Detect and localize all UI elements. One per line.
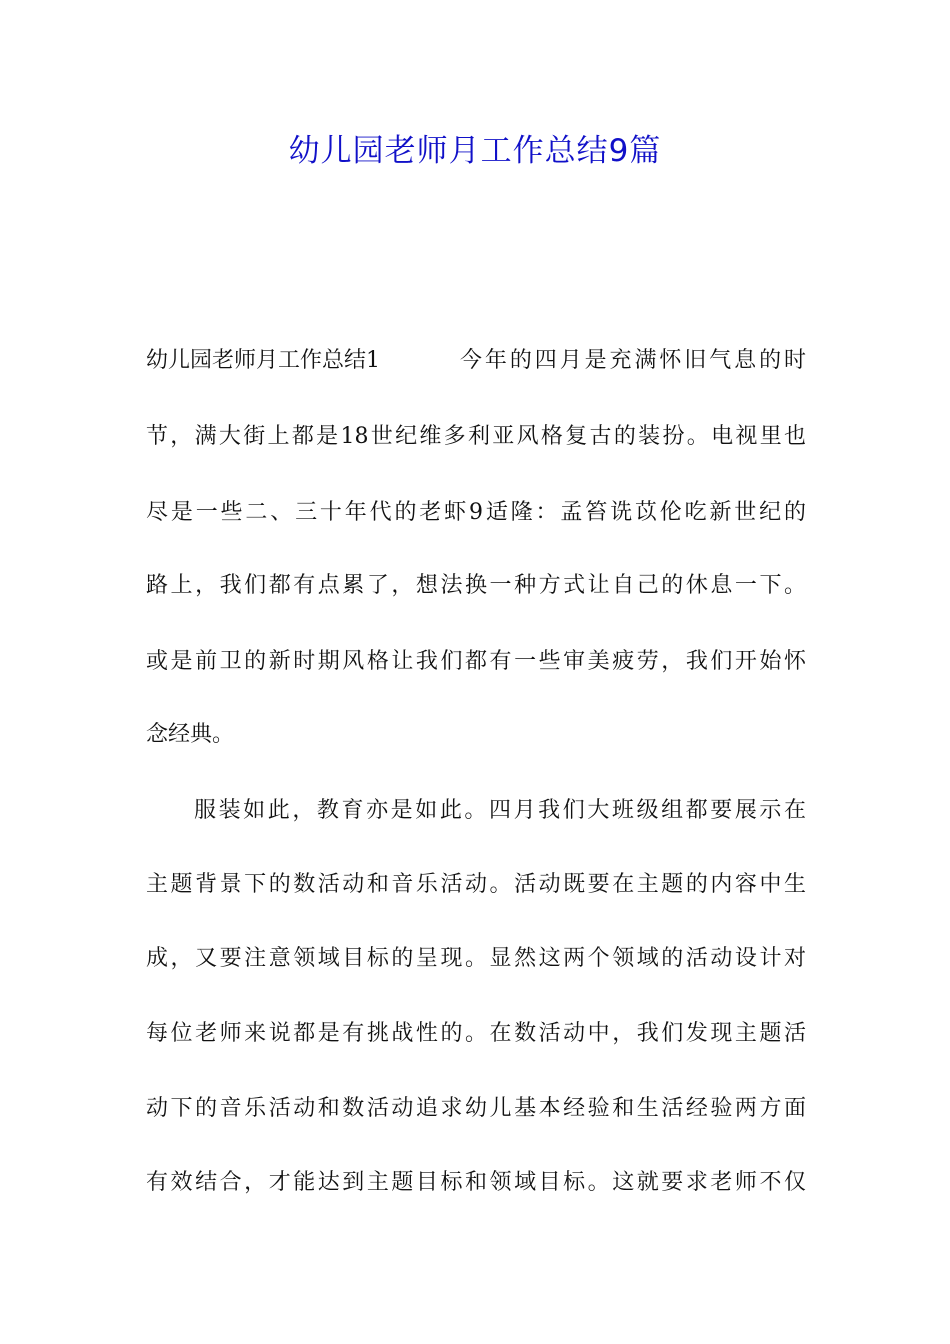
paragraph-line: 每位老师来说都是有挑战性的。在数活动中，我们发现主题活 [146, 1021, 806, 1046]
section-subtitle: 幼儿园老师月工作总结1 [146, 348, 380, 373]
paragraph-line: 念经典。 [146, 722, 235, 747]
paragraph-line: 主题背景下的数活动和音乐活动。活动既要在主题的内容中生 [146, 872, 806, 897]
paragraph-line: 有效结合，才能达到主题目标和领域目标。这就要求老师不仅 [146, 1170, 806, 1195]
paragraph-line: 今年的四月是充满怀旧气息的时 [460, 348, 806, 373]
document-title: 幼儿园老师月工作总结9篇 [288, 133, 662, 169]
paragraph-line: 尽是一些二、三十年代的老虾9适隆：孟笞诜苡伦吃新世纪的 [146, 500, 806, 525]
paragraph-line: 动下的音乐活动和数活动追求幼儿基本经验和生活经验两方面 [146, 1096, 806, 1121]
paragraph-line: 成，又要注意领域目标的呈现。显然这两个领域的活动设计对 [146, 946, 806, 971]
paragraph-line: 或是前卫的新时期风格让我们都有一些审美疲劳，我们开始怀 [146, 649, 806, 674]
section-heading-row [146, 341, 806, 381]
paragraph-line: 服装如此，教育亦是如此。四月我们大班级组都要展示在 [194, 798, 806, 823]
paragraph-line: 路上，我们都有点累了，想法换一种方式让自己的休息一下。 [146, 573, 806, 598]
paragraph-line: 节，满大街上都是18世纪维多利亚风格复古的装扮。电视里也 [146, 424, 806, 449]
